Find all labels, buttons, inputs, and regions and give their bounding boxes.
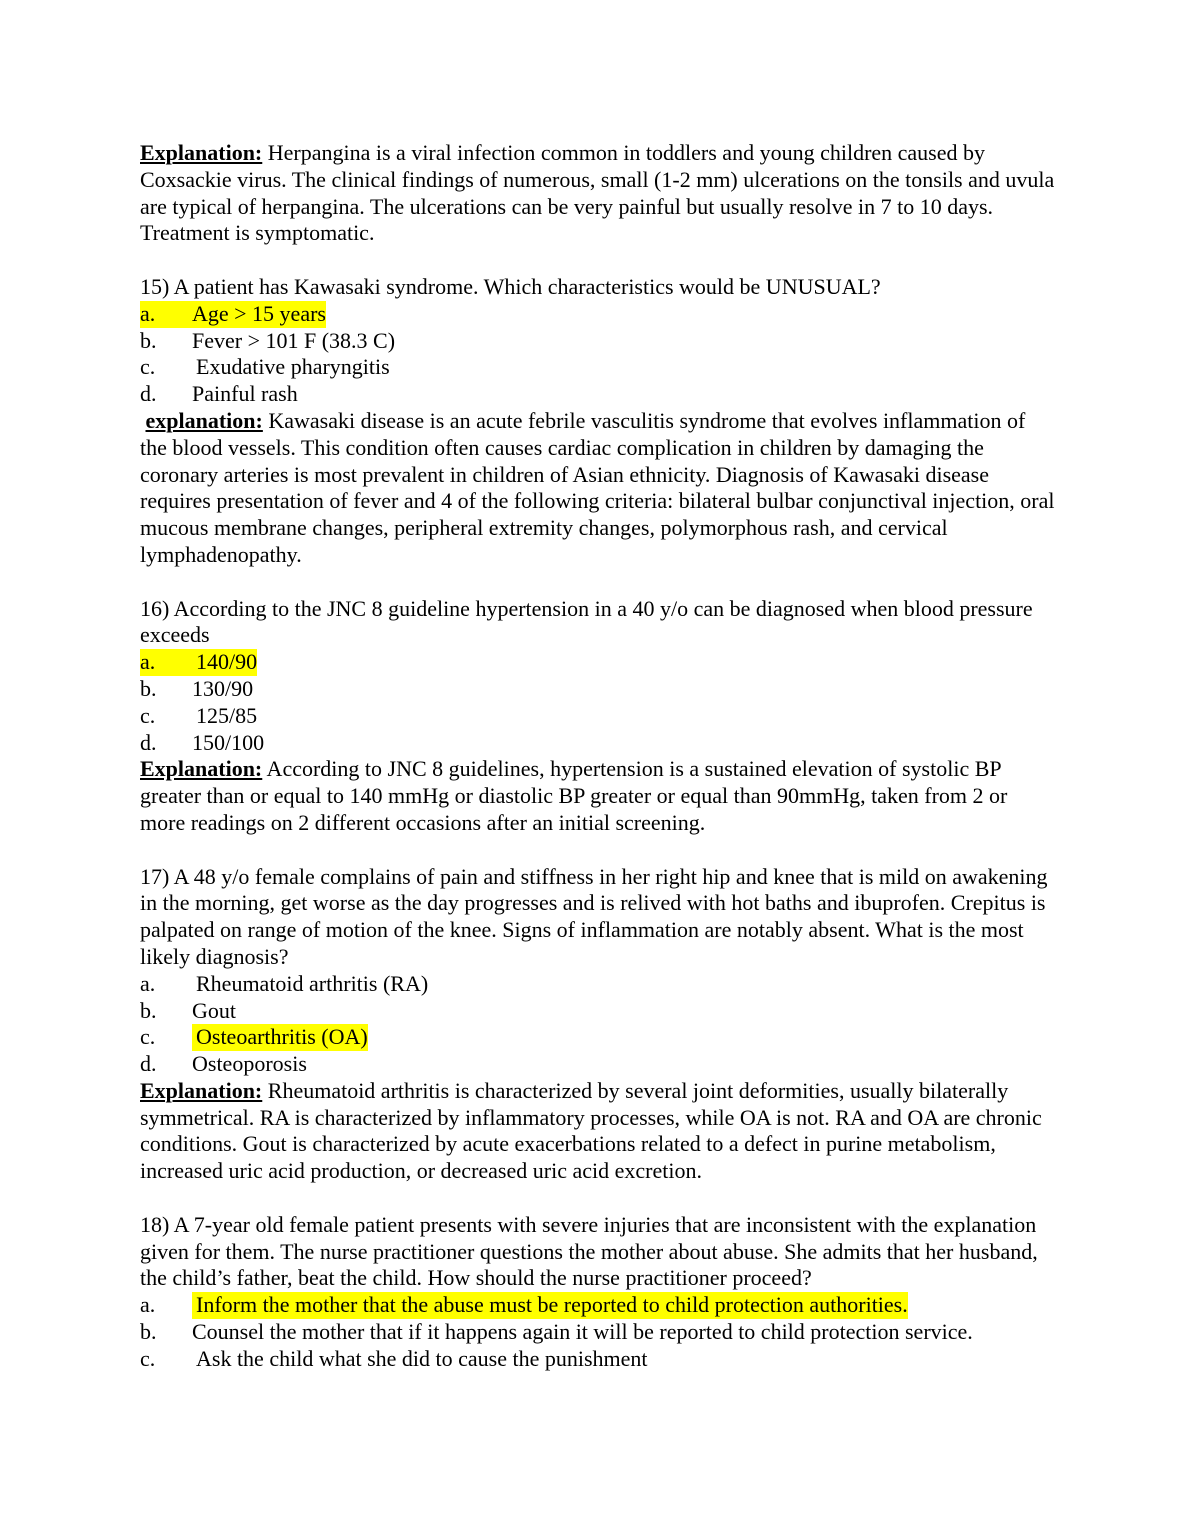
option-letter: c. — [140, 1024, 156, 1050]
option-letter: c. — [140, 1345, 156, 1371]
question-18-option-b — [140, 1319, 1055, 1346]
question-16-option-c — [140, 703, 1055, 730]
option-letter: d. — [140, 381, 157, 407]
question-16-option-a — [140, 649, 257, 676]
question-16-option-b — [140, 676, 1055, 703]
explanation-label: explanation: — [145, 407, 263, 433]
explanation-label: Explanation: — [140, 1077, 263, 1103]
question-18-option-c — [140, 1346, 1055, 1373]
question-17-option-b — [140, 998, 1055, 1025]
option-letter: a. — [140, 649, 156, 675]
option-letter: d. — [140, 1051, 157, 1077]
question-15-option-a — [140, 301, 326, 328]
explanation-text: Kawasaki disease is an acute febrile vasculitis syndrome that evolves inflammation of the blood vessels. This condition often causes cardiac complication in children by damaging the coronary arteries is most prevalent in children of Asian ethnicity. Diagnosis of Kawasaki disease requires presentation of fever and 4 of the following criteria: bilateral bulbar conjunctival injection, oral mucous membrane changes, peripheral extremity changes, polymorphous rash, and cervical lymphadenopathy. — [140, 407, 1055, 567]
question-18-option-a — [140, 1292, 1055, 1319]
option-letter: b. — [140, 1319, 157, 1345]
question-17-option-d — [140, 1051, 1055, 1078]
option-text: Rheumatoid arthritis (RA) — [196, 970, 429, 996]
option-letter: b. — [140, 327, 157, 353]
explanation-label: Explanation: — [140, 756, 263, 782]
option-text: 130/90 — [192, 675, 254, 701]
explanation-label: Explanation: — [140, 140, 263, 165]
explanation-text: Rheumatoid arthritis is characterized by several joint deformities, usually bilaterally symmetrical. RA is characterized by inflammatory processes, while OA is not. RA and OA are chronic conditions. Gout is characterized by acute exacerbations related to a defect in purine metabolism, increased uric acid production, or decreased uric acid excretion. — [140, 1077, 1042, 1184]
option-text: Fever > 101 F (38.3 C) — [192, 327, 396, 353]
question-15-option-b — [140, 328, 1055, 355]
question-16-explanation — [140, 756, 1055, 836]
option-letter: c. — [140, 354, 156, 380]
document-page — [140, 140, 1055, 1373]
option-text: 140/90 — [196, 649, 258, 675]
explanation-text: Herpangina is a viral infection common in toddlers and young children caused by Coxsackie virus. The clinical findings of numerous, small (1-2 mm) ulcerations on the tonsils and uvula are typical of herpangina. The ulcerations can be very painful but usually resolve in 7 to 10 days. Treatment is symptomatic. — [140, 140, 1055, 246]
question-17-explanation — [140, 1078, 1055, 1185]
option-letter: a. — [140, 300, 156, 326]
option-text: Age > 15 years — [192, 300, 326, 326]
spacer — [140, 247, 1055, 274]
option-text: Gout — [192, 997, 236, 1023]
question-15-explanation — [140, 408, 1055, 569]
question-17-stem: 17) A 48 y/o female complains of pain and stiffness in her right hip and knee that is mild on awakening in the morning, get worse as the day progresses and is relived with hot baths and ibuprofen. Crepitus is palpated on range of motion of the knee. Signs of inflammation are notably absent. What is the most likely diagnosis? — [140, 863, 1048, 969]
option-text: Painful rash — [192, 381, 298, 407]
explanation-text: According to JNC 8 guidelines, hypertension is a sustained elevation of systolic BP greater than or equal to 140 mmHg or diastolic BP greater or equal than 90mmHg, taken from 2 or more readings on 2 different occasions after an initial screening. — [140, 756, 1008, 835]
question-15-option-d — [140, 381, 1055, 408]
question-15-option-c — [140, 354, 1055, 381]
option-letter: a. — [140, 1292, 156, 1318]
option-text: Inform the mother that the abuse must be reported to child protection authorities. — [192, 1292, 908, 1319]
option-text: Exudative pharyngitis — [196, 354, 390, 380]
option-text: 125/85 — [196, 702, 258, 728]
option-letter: b. — [140, 997, 157, 1023]
question-17-option-a — [140, 971, 1055, 998]
option-letter: c. — [140, 702, 156, 728]
explanation-herpangina — [140, 140, 1055, 247]
spacer — [140, 569, 1055, 596]
option-text: Osteoarthritis (OA) — [192, 1024, 368, 1051]
option-letter: d. — [140, 729, 157, 755]
option-text: Osteoporosis — [192, 1051, 307, 1077]
question-16-option-d — [140, 730, 1055, 757]
question-17-option-c — [140, 1024, 1055, 1051]
option-letter: b. — [140, 675, 157, 701]
option-text: Ask the child what she did to cause the punishment — [196, 1345, 648, 1371]
question-15-stem: 15) A patient has Kawasaki syndrome. Which characteristics would be UNUSUAL? — [140, 273, 881, 299]
option-text: 150/100 — [192, 729, 265, 755]
spacer — [140, 1185, 1055, 1212]
option-text: Counsel the mother that if it happens again it will be reported to child protection service. — [192, 1319, 973, 1345]
option-letter: a. — [140, 970, 156, 996]
question-16-stem: 16) According to the JNC 8 guideline hypertension in a 40 y/o can be diagnosed when blood pressure exceeds — [140, 595, 1033, 648]
question-18-stem: 18) A 7-year old female patient presents with severe injuries that are inconsistent with the explanation given for them. The nurse practitioner questions the mother about abuse. She admits that her husband, the child’s father, beat the child. How should the nurse practitioner proceed? — [140, 1211, 1038, 1291]
spacer — [140, 837, 1055, 864]
